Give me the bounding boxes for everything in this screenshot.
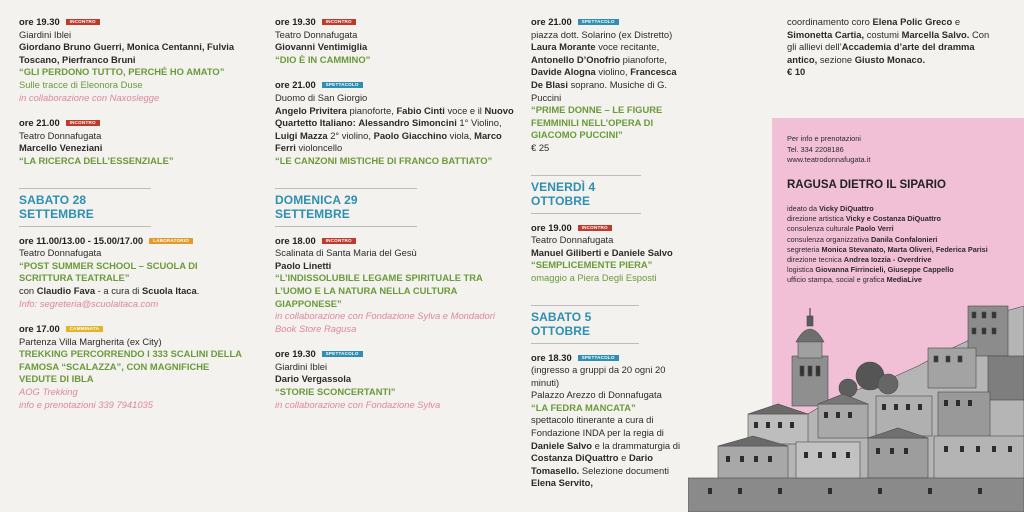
event-title: “DIO È IN CAMMINO” [275, 53, 371, 65]
event-collaboration: AOG Trekking [19, 386, 78, 398]
phone-number: Tel. 334 2208186 [787, 144, 844, 154]
event-venue: Giardini Iblei [275, 360, 328, 372]
credit-line: ufficio stampa, social e grafica MediaLive [787, 275, 922, 285]
event-speakers: Giordano Bruno Guerri, Monica Centanni, Fulvia Toscano, Pierfranco Bruni [19, 41, 235, 65]
event-note: (ingresso a gruppi da 20 ogni 20 minuti) [531, 364, 666, 388]
event-title: “L’INDISSOLUBILE LEGAME SPIRITUALE TRA L’UOMO E LA NATURA NELLA CULTURA GIAPPONESE” [275, 272, 483, 309]
event-venue: Teatro Donnafugata [19, 129, 102, 141]
event-title: “POST SUMMER SCHOOL – SCUOLA DI SCRITTURA TEATRALE” [19, 259, 198, 284]
category-badge: INCONTRO [322, 238, 356, 244]
credit-line: logistica Giovanna Firrincieli, Giuseppe Cappello [787, 265, 954, 275]
category-badge: CAMMINATA [66, 326, 103, 332]
event [19, 16, 249, 104]
event-collaboration: in collaborazione con Fondazione Sylva e Mondadori Book Store Ragusa [275, 310, 495, 334]
event-venue: piazza dott. Solarino (ex Distretto) [531, 28, 673, 40]
event-venue: Duomo di San Giorgio [275, 91, 368, 103]
event-title: “LE CANZONI MISTICHE DI FRANCO BATTIATO” [275, 154, 493, 166]
category-badge: LABORATORIO [149, 238, 193, 244]
credit-line: segreteria Monica Stevanato, Marta Oliveri, Federica Parisi [787, 244, 988, 254]
event [275, 16, 515, 66]
program-column-1 [19, 16, 249, 424]
event-time: ore 19.00 [531, 221, 572, 233]
category-badge: SPETTACOLO [322, 82, 363, 88]
event-collaboration: in collaborazione con Fondazione Sylva [275, 398, 441, 410]
event-speakers: Manuel Giliberti e Daniele Salvo [531, 246, 673, 258]
contact-info [787, 134, 1012, 166]
category-badge: INCONTRO [66, 120, 100, 126]
program-column-3 [531, 16, 681, 503]
event-time: ore 19.30 [275, 16, 316, 27]
event-time: ore 21.00 [531, 16, 572, 27]
event-subtitle: Sulle tracce di Eleonora Duse [19, 78, 143, 90]
event-title: TREKKING PERCORRENDO I 333 SCALINI DELLA FAMOSA “SCALAZZA”, CON MAGNIFICHE VEDUTE DI IBLA [19, 348, 242, 385]
category-badge: SPETTACOLO [578, 355, 619, 361]
credit-line: consulenza organizzativa Danila Confalonieri [787, 234, 938, 244]
credit-line: consulenza culturale Paolo Verri [787, 224, 894, 234]
event-info: info e prenotazioni 339 7941035 [19, 398, 153, 410]
program-column-2 [275, 16, 515, 424]
day-heading: SABATO 28 SETTEMBRE [19, 188, 151, 227]
event [19, 117, 249, 167]
event-time: ore 18.00 [275, 234, 316, 246]
category-badge: INCONTRO [322, 19, 356, 25]
credits-list [787, 204, 1019, 286]
event [19, 235, 249, 311]
event-info: Info: segreteria@scuolaitaca.com [19, 297, 159, 309]
event-title: “LA RICERCA DELL’ESSENZIALE” [19, 154, 174, 166]
info-label: Per info e prenotazioni [787, 134, 861, 143]
event-time: ore 21.00 [275, 79, 316, 91]
event-time: ore 18.30 [531, 351, 572, 363]
event [275, 79, 515, 167]
credit-line: direzione tecnica Andrea Iozzia - Overdrive [787, 255, 932, 265]
event-venue: Giardini Iblei [19, 28, 72, 40]
event-performers: Angelo Privitera pianoforte, Fabio Cinti voce e il Nuovo Quartetto Italiano: Alessandro Simoncini 1° Violino, Luigi Mazza 2° violino, Paolo Giacchino viola, Marco Ferri violoncello [275, 104, 514, 154]
event-title: “PRIME DONNE – LE FIGURE FEMMINILI NELL’OPERA DI GIACOMO PUCCINI” [531, 104, 663, 141]
event [275, 235, 515, 336]
category-badge: INCONTRO [578, 225, 612, 231]
day-heading: VENERDÌ 4 OTTOBRE [531, 175, 641, 214]
event-venue: Scalinata di Santa Maria del Gesù [275, 247, 417, 259]
event-continuation: coordinamento coro Elena Polic Greco e Simonetta Cartia, costumi Marcella Salvo. Con gli allievi dell’Accademia d’arte del dramma antico, sezione Giusto Monaco. [787, 16, 990, 65]
program-column-4 [787, 16, 997, 79]
event-speakers: Marcello Veneziani [19, 142, 103, 154]
event-venue: Partenza Villa Margherita (ex City) [19, 335, 162, 347]
event-subtitle: omaggio a Piera Degli Esposti [531, 271, 657, 283]
event-venue: Palazzo Arezzo di Donnafugata [531, 389, 662, 401]
event [531, 16, 681, 155]
category-badge: SPETTACOLO [322, 351, 363, 357]
event [531, 222, 681, 285]
event-speakers: Paolo Linetti [275, 259, 332, 271]
event [275, 348, 515, 411]
event [19, 323, 249, 411]
day-heading: SABATO 5 OTTOBRE [531, 305, 639, 344]
website-link[interactable]: www.teatrodonnafugata.it [787, 155, 871, 164]
event-performers: Laura Morante voce recitante, Antonello D’Onofrio pianoforte, Davide Alogna violino, Francesca De Blasi soprano. Musiche di G. Puccini [531, 41, 677, 103]
day-heading: DOMENICA 29 SETTEMBRE [275, 188, 417, 227]
event-price: € 25 [531, 141, 550, 153]
event-time: ore 21.00 [19, 117, 60, 129]
event-price: € 10 [787, 66, 806, 78]
event-title: “STORIE SCONCERTANTI” [275, 386, 396, 398]
event-venue: Teatro Donnafugata [19, 247, 102, 259]
category-badge: INCONTRO [66, 19, 100, 25]
event-speakers: Giovanni Ventimiglia [275, 41, 368, 53]
ragusa-cityscape-illustration [688, 296, 1024, 512]
event-title: “GLI PERDONO TUTTO, PERCHÉ HO AMATO” [19, 66, 225, 78]
event-collaboration: in collaborazione con Naxoslegge [19, 91, 160, 103]
event-venue: Teatro Donnafugata [531, 234, 614, 246]
event [531, 352, 681, 491]
event-credits: con Claudio Fava - a cura di Scuola Itaca. [19, 284, 200, 296]
event-time: ore 19.30 [275, 348, 316, 360]
event-description: “LA FEDRA MANCATA” spettacolo itinerante a cura di Fondazione INDA per la regia di Daniele Salvo e la drammaturgia di Costanza DiQuattro e Dario Tomasello. Selezione documenti Elena Servito, [531, 401, 681, 489]
event-time: ore 17.00 [19, 323, 60, 335]
event-speakers: Dario Vergassola [275, 373, 352, 385]
credit-line: direzione artistica Vicky e Costanza DiQuattro [787, 214, 941, 224]
credit-line: ideato da Vicky DiQuattro [787, 204, 874, 213]
festival-title: RAGUSA DIETRO IL SIPARIO [787, 179, 946, 191]
category-badge: SPETTACOLO [578, 19, 619, 25]
event-venue: Teatro Donnafugata [275, 28, 358, 40]
event-time: ore 19.30 [19, 16, 60, 27]
event-time: ore 11.00/13.00 - 15.00/17.00 [19, 234, 144, 246]
event-title: “SEMPLICEMENTE PIERA” [531, 259, 653, 271]
